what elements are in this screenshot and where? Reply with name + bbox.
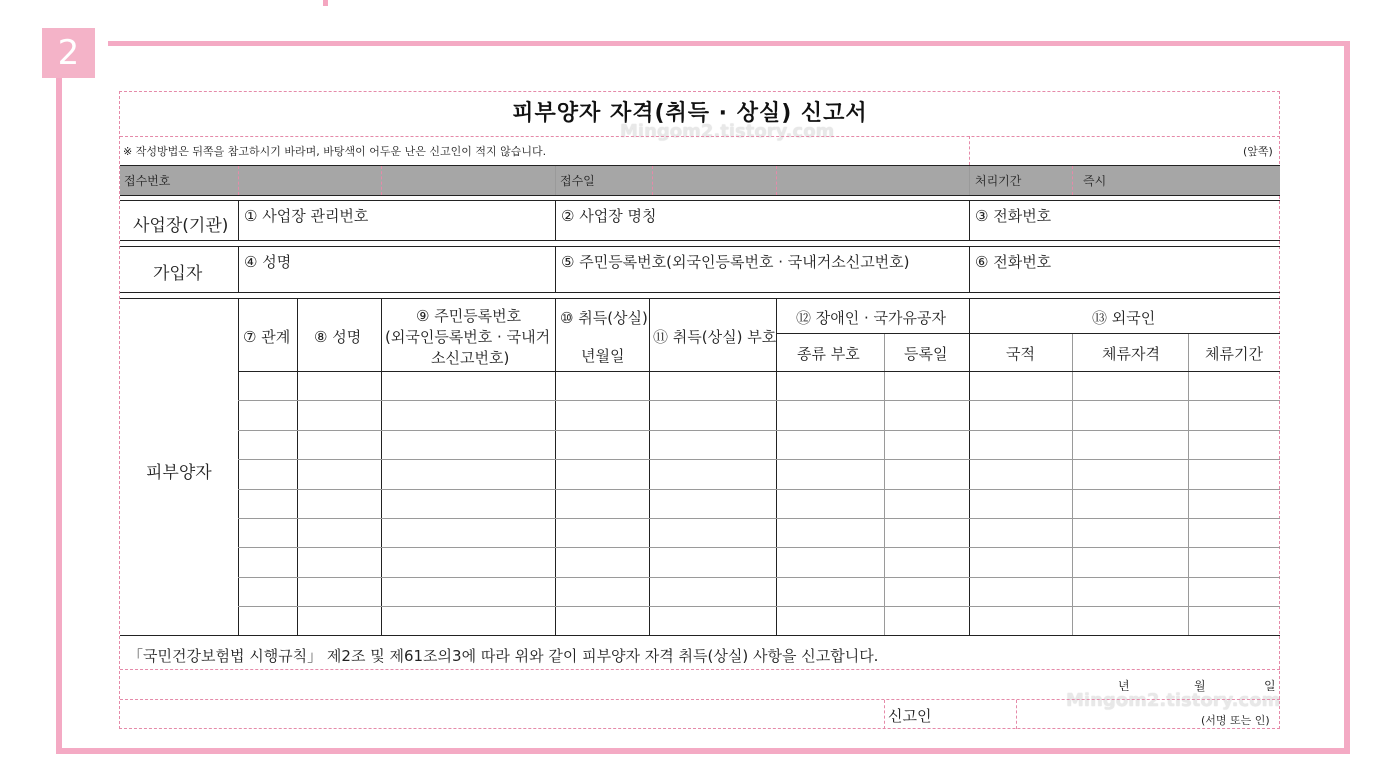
watermark: Mingom2.tistory.com: [620, 121, 835, 142]
subscriber-label: 가입자: [153, 264, 203, 284]
col-acq-date-sub: 년월일: [581, 347, 625, 365]
subscriber-name-field[interactable]: ④ 성명: [244, 253, 292, 271]
decorative-stub: [323, 0, 328, 6]
reporter-label: 신고인: [888, 707, 932, 725]
divider: [238, 247, 239, 292]
col-nationality: 국적: [1006, 345, 1035, 363]
table-row[interactable]: [238, 577, 1280, 578]
col-disabled-reg: 등록일: [904, 345, 948, 363]
divider: [120, 165, 1280, 166]
declaration-text: 「국민건강보험법 시행규칙」 제2조 및 제61조의3에 따라 위와 같이 피부양자 자격 취득(상실) 사항을 신고합니다.: [128, 647, 879, 665]
divider: [969, 166, 970, 195]
col-status: 체류자격: [1102, 345, 1160, 363]
date-month-label[interactable]: 월: [1194, 679, 1206, 693]
divider: [120, 699, 1280, 700]
dependents-label: 피부양자: [146, 463, 212, 483]
divider: [120, 195, 1280, 196]
divider: [555, 201, 556, 240]
step-number-badge: 2: [42, 28, 95, 78]
divider: [776, 299, 777, 635]
divider: [555, 166, 556, 195]
signature-field[interactable]: (서명 또는 인): [1201, 714, 1270, 727]
divider: [969, 247, 970, 292]
col-name: ⑧ 성명: [314, 328, 362, 346]
subscriber-resident-no-field[interactable]: ⑤ 주민등록번호(외국인등록번호 · 국내거소신고번호): [561, 253, 910, 271]
divider: [1072, 166, 1073, 195]
page-side-label: (앞쪽): [1243, 145, 1273, 158]
table-row[interactable]: [238, 489, 1280, 490]
table-row[interactable]: [238, 400, 1280, 401]
divider: [969, 299, 970, 635]
workplace-label: 사업장(기관): [133, 216, 229, 236]
divider: [120, 240, 1280, 241]
divider: [120, 136, 1280, 137]
divider: [1188, 333, 1189, 635]
divider: [884, 700, 885, 729]
divider: [884, 333, 885, 635]
col-resident-no-sub2: 소신고번호): [431, 349, 510, 367]
date-day-label[interactable]: 일: [1264, 679, 1276, 693]
col-foreigner: ⑬ 외국인: [1092, 309, 1156, 327]
processing-period-value: 즉시: [1083, 174, 1107, 188]
divider: [238, 166, 239, 195]
divider: [969, 201, 970, 240]
table-row[interactable]: [238, 606, 1280, 607]
col-disabled: ⑫ 장애인 · 국가유공자: [796, 309, 946, 327]
receipt-number-label: 접수번호: [124, 174, 171, 188]
table-row[interactable]: [238, 547, 1280, 548]
watermark: Mingom2.tistory.com: [1066, 690, 1281, 711]
col-disabled-type: 종류 부호: [797, 345, 860, 363]
col-acq-code: ⑪ 취득(상실) 부호: [653, 328, 777, 346]
table-row: [238, 371, 1280, 372]
divider: [120, 200, 1280, 201]
receipt-date-label: 접수일: [560, 174, 595, 188]
pink-frame-top: [108, 41, 1344, 46]
divider: [120, 635, 1280, 636]
divider: [652, 166, 653, 195]
subscriber-phone-field[interactable]: ⑥ 전화번호: [975, 253, 1052, 271]
table-row[interactable]: [238, 430, 1280, 431]
divider: [649, 299, 650, 635]
col-relation: ⑦ 관계: [243, 328, 291, 346]
divider: [120, 246, 1280, 247]
divider: [381, 166, 382, 195]
date-year-label[interactable]: 년: [1118, 679, 1130, 693]
workplace-phone-field[interactable]: ③ 전화번호: [975, 207, 1052, 225]
processing-period-label: 처리기간: [975, 174, 1022, 188]
divider: [238, 201, 239, 240]
form-title: 피부양자 자격(취득 · 상실) 신고서: [512, 101, 868, 126]
notice-text: ※ 작성방법은 뒤쪽을 참고하시기 바라며, 바탕색이 어두운 난은 신고인이 적지 않습니다.: [123, 145, 547, 158]
divider: [120, 669, 1280, 670]
divider: [776, 166, 777, 195]
col-period: 체류기간: [1205, 345, 1263, 363]
divider: [238, 299, 239, 635]
workplace-name-field[interactable]: ② 사업장 명칭: [561, 207, 657, 225]
table-row[interactable]: [238, 518, 1280, 519]
col-acq-date: ⑩ 취득(상실): [560, 309, 648, 327]
divider: [297, 299, 298, 635]
workplace-mgmt-no-field[interactable]: ① 사업장 관리번호: [244, 207, 369, 225]
divider: [555, 299, 556, 635]
col-resident-no: ⑨ 주민등록번호: [416, 307, 522, 325]
divider: [1072, 333, 1073, 635]
divider: [1016, 700, 1017, 729]
divider: [555, 247, 556, 292]
divider: [969, 136, 970, 165]
table-row[interactable]: [238, 459, 1280, 460]
divider: [776, 333, 1280, 334]
divider: [120, 292, 1280, 293]
divider: [381, 299, 382, 635]
col-resident-no-sub: (외국인등록번호 · 국내거: [385, 328, 551, 346]
divider: [120, 298, 1280, 299]
